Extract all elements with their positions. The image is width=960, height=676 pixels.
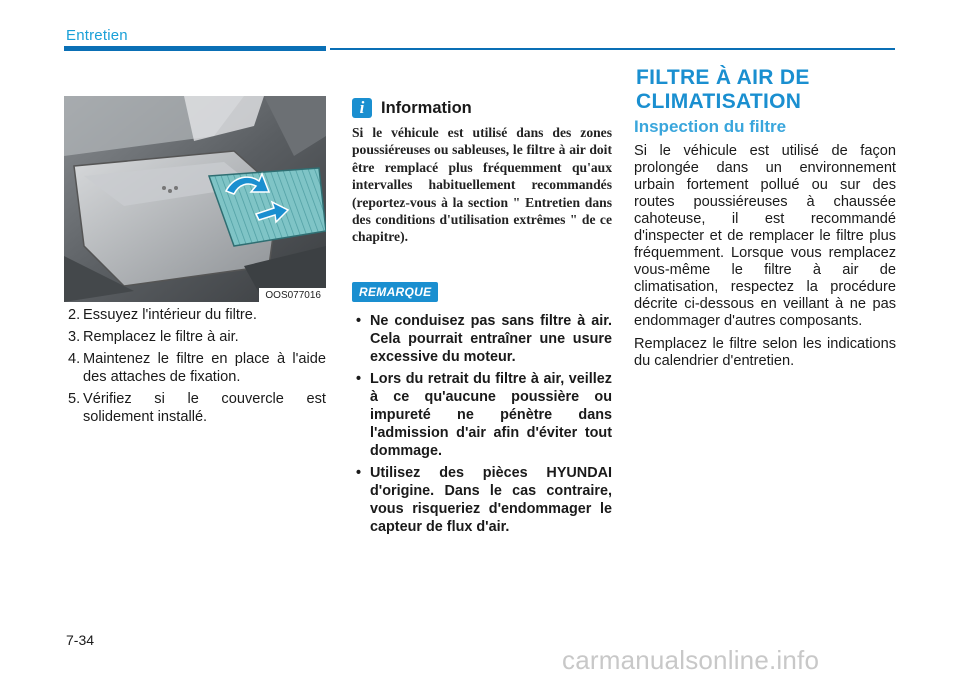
section-title-line-1: FILTRE À AIR DE [636,66,810,89]
figure-code: OOS077016 [259,288,326,302]
list-item [352,464,612,536]
watermark: carmanualsonline.info [562,645,820,675]
information-body: Si le véhicule est utilisé dans des zones poussiéreuses ou sableuses, le filtre à air doit être remplacé plus fréquemment qu'aux intervalles habituellement recommandés (reportez-vous à la section " Entretien dans des conditions d'utilisation extrêmes " de ce chapitre). [352,125,612,245]
step-number: 5. [68,391,81,407]
section-title-line-2: CLIMATISATION [636,90,802,113]
bullet-icon: • [356,371,362,387]
page-number: 7-34 [66,632,95,648]
remarque-list [352,312,612,540]
air-filter-illustration [64,96,326,302]
bullet-icon: • [356,465,362,481]
information-title: Information [381,98,472,117]
remarque-text: Lors du retrait du filtre à air, veillez à ce qu'aucune poussière ou impureté ne pénètre dans l'admission d'air afin d'éviter tout dommage. [370,371,612,459]
header-rule [330,48,895,50]
paragraph: Remplacez le filtre selon les indications du calendrier d'entretien. [634,336,896,369]
list-item [68,328,326,346]
steps-list [68,306,326,430]
right-body [634,143,896,376]
section-label: Entretien [66,27,128,44]
remarque-badge: REMARQUE [352,282,438,302]
remarque-text: Ne conduisez pas sans filtre à air. Cela pourrait entraîner une usure excessive du moteur. [370,313,612,365]
step-text: Maintenez le filtre en place à l'aide des attaches de fixation. [83,351,326,385]
list-item [352,370,612,460]
step-number: 2. [68,307,81,323]
info-icon: i [352,98,372,118]
step-number: 3. [68,329,81,345]
section-title [636,66,810,114]
list-item [68,306,326,324]
air-filter-figure [64,96,326,302]
step-text: Remplacez le filtre à air. [83,329,239,345]
list-item [68,350,326,386]
subsection-title: Inspection du filtre [634,117,787,136]
list-item [352,312,612,366]
list-item [68,390,326,426]
information-header [352,97,472,119]
remarque-text: Utilisez des pièces HYUNDAI d'origine. Dans le cas contraire, vous risqueriez d'endommager le capteur de flux d'air. [370,465,612,535]
step-number: 4. [68,351,81,367]
paragraph: Si le véhicule est utilisé de façon prolongée dans un environnement urbain fortement pollué ou sur des routes poussiéreuses à chaussée cahoteuse, il est recommandé d'inspecter et de remplacer le filtre plus fréquemment. Lorsque vous remplacez vous-même le filtre à air de climatisation, respectez la procédure décrite ci-dessous en veillant à ne pas endommager d'autres composants. [634,143,896,329]
step-text: Essuyez l'intérieur du filtre. [83,307,257,323]
step-text: Vérifiez si le couvercle est solidement installé. [83,391,326,425]
bullet-icon: • [356,313,362,329]
header-bar [64,46,326,51]
